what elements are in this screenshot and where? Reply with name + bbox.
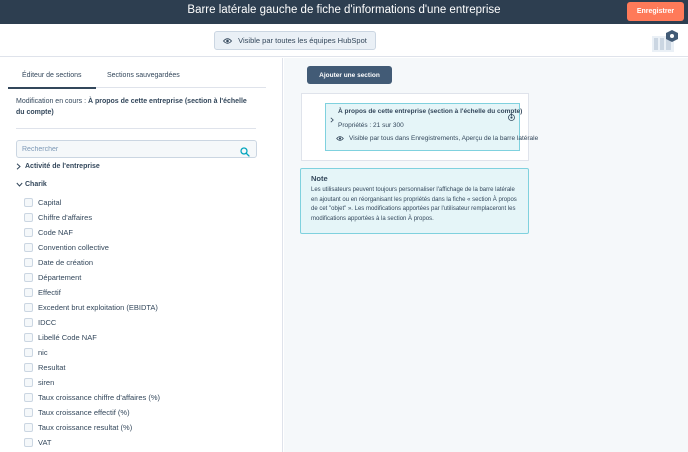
checkbox[interactable] [24, 423, 33, 432]
visibility-bar [0, 24, 688, 57]
property-label: Chiffre d'affaires [38, 212, 93, 222]
checkbox[interactable] [24, 228, 33, 237]
visibility-button[interactable] [214, 31, 376, 50]
page-title: Barre latérale gauche de fiche d'informations d'une entreprise [187, 4, 501, 16]
checkbox[interactable] [24, 363, 33, 372]
sidebar-preview-panel [284, 58, 688, 452]
property-checkbox-item[interactable] [24, 391, 160, 403]
checkbox[interactable] [24, 213, 33, 222]
chevron-right-icon[interactable] [330, 110, 334, 128]
search-input[interactable] [17, 141, 237, 157]
property-label: Code NAF [38, 227, 74, 237]
checkbox[interactable] [24, 393, 33, 402]
group-label: Charik [25, 181, 47, 188]
chevron-down-icon [16, 182, 22, 187]
property-label: Département [38, 272, 82, 282]
checkbox[interactable] [24, 318, 33, 327]
property-label: Libellé Code NAF [38, 332, 97, 342]
eye-icon [223, 38, 232, 44]
eye-icon [336, 136, 344, 141]
section-visibility [336, 135, 539, 142]
property-label: IDCC [38, 317, 57, 327]
section-visibility-label: Visible par tous dans Enregistrements, Aperçu de la barre latérale [349, 135, 539, 142]
save-button[interactable]: Enregistrer [627, 2, 684, 21]
hubspot-icon [508, 108, 515, 126]
group-activite-entreprise[interactable] [16, 163, 100, 170]
section-properties-count: Propriétés : 21 sur 300 [338, 122, 404, 129]
property-label: Resultat [38, 362, 66, 372]
property-checkbox-item[interactable] [24, 406, 130, 418]
checkbox[interactable] [24, 348, 33, 357]
property-checkbox-item[interactable] [24, 346, 48, 358]
property-checkbox-item[interactable] [24, 256, 93, 268]
editor-tabs [8, 66, 266, 88]
property-checkbox-item[interactable] [24, 241, 109, 253]
visibility-label: Visible par toutes les équipes HubSpot [238, 36, 367, 45]
group-charik[interactable] [16, 181, 47, 188]
preview-card [301, 93, 539, 161]
note-title: Note [311, 174, 328, 183]
property-checkbox-item[interactable] [24, 331, 97, 343]
note-text: Les utilisateurs peuvent toujours personnaliser l'affichage de la barre latérale en ajoutant ou en réorganisant les propriétés dans la fiche « section À propos de cet "objet" ». Les modifications apportées par l'utilisateur remplaceront les modifications apportées à la section À propos. [311, 187, 517, 222]
property-checkbox-item[interactable] [24, 226, 73, 238]
divider [16, 128, 256, 129]
section-title: À propos de cette entreprise (section à l'échelle du compte) [338, 108, 523, 115]
tab-saved-sections[interactable]: Sections sauvegardées [107, 72, 180, 79]
property-label: VAT [38, 437, 52, 447]
property-label: Effectif [38, 287, 61, 297]
property-checkbox-item[interactable] [24, 211, 92, 223]
property-label: Capital [38, 197, 62, 207]
chevron-right-icon [16, 163, 22, 170]
checkbox[interactable] [24, 198, 33, 207]
preview-thumbnail-icon[interactable] [652, 30, 678, 52]
group-label: Activité de l'entreprise [25, 163, 100, 170]
checkbox[interactable] [24, 378, 33, 387]
property-checkbox-item[interactable] [24, 301, 158, 313]
property-label: nic [38, 347, 48, 357]
tab-section-editor[interactable]: Éditeur de sections [22, 72, 82, 79]
property-checkbox-item[interactable] [24, 436, 51, 448]
top-bar [0, 0, 688, 24]
checkbox[interactable] [24, 273, 33, 282]
editing-target: À propos de cette entreprise (section à l'échelle du compte) [16, 98, 247, 116]
checkbox[interactable] [24, 258, 33, 267]
checkbox[interactable] [24, 288, 33, 297]
property-label: Date de création [38, 257, 94, 267]
property-label: Excedent brut exploitation (EBIDTA) [38, 302, 158, 312]
property-label: Convention collective [38, 242, 109, 252]
checkbox[interactable] [24, 243, 33, 252]
note-box [300, 168, 529, 234]
section-editor-panel [0, 58, 283, 452]
search-field [16, 140, 257, 158]
checkbox[interactable] [24, 303, 33, 312]
property-checkbox-item[interactable] [24, 286, 61, 298]
property-label: Taux croissance chiffre d'affaires (%) [38, 392, 161, 402]
property-label: Taux croissance resultat (%) [38, 422, 133, 432]
editing-prefix: Modification en cours : [16, 98, 88, 105]
checkbox[interactable] [24, 438, 33, 447]
property-checkbox-item[interactable] [24, 196, 61, 208]
property-checkbox-item[interactable] [24, 316, 56, 328]
add-section-button[interactable]: Ajouter une section [307, 66, 392, 84]
property-checkbox-item[interactable] [24, 376, 54, 388]
property-checkbox-item[interactable] [24, 361, 66, 373]
property-label: Taux croissance effectif (%) [38, 407, 130, 417]
property-checkbox-item[interactable] [24, 421, 132, 433]
checkbox[interactable] [24, 408, 33, 417]
section-card[interactable] [325, 103, 539, 151]
property-checkbox-item[interactable] [24, 271, 81, 283]
search-icon[interactable] [240, 144, 250, 162]
checkbox[interactable] [24, 333, 33, 342]
editing-status [16, 96, 256, 118]
property-label: siren [38, 377, 55, 387]
